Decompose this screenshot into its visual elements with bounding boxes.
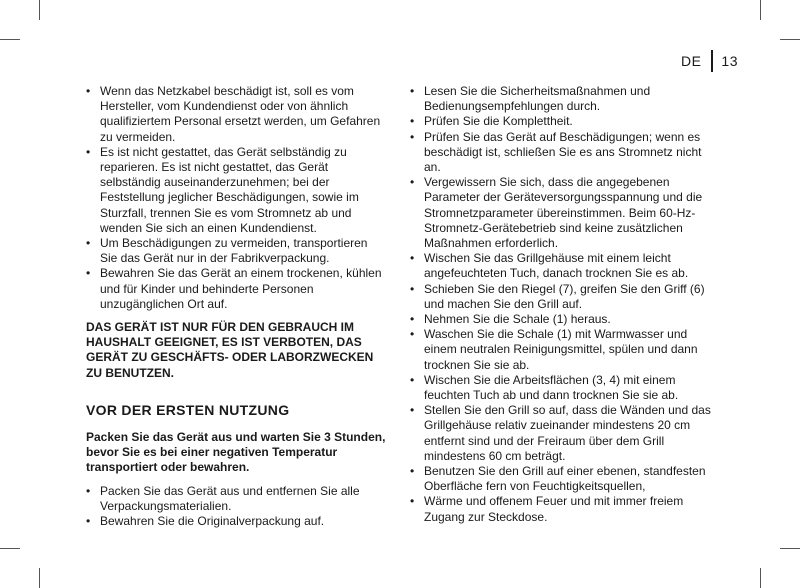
list-item: • Wischen Sie die Arbeitsflächen (3, 4) mit einem feuchten Tuch ab und dann trocknen Sie sie ab.	[410, 373, 720, 403]
language-code: DE	[680, 53, 702, 69]
list-item: • Vergewissern Sie sich, dass die angegebenen Parameter der Geräteversorgungsspannung und die Stromnetzparameter übereinstimmen. Beim 60-Hz-Stromnetz-Gerätebetrieb sind keine zusätzlichen Maßnahmen erforderlich.	[410, 175, 720, 251]
list-item: • Waschen Sie die Schale (1) mit Warmwasser und einem neutralen Reinigungsmittel, spülen und dann trocknen Sie sie ab.	[410, 327, 720, 373]
safety-list	[86, 84, 386, 312]
list-item: • Benutzen Sie den Grill auf einer ebenen, standfesten Oberfläche fern von Feuchtigkeitsquellen,	[410, 464, 720, 494]
section-intro: Packen Sie das Gerät aus und warten Sie 3 Stunden, bevor Sie es bei einer negativen Temperatur transportiert oder bewahren.	[86, 430, 386, 475]
list-item: • Nehmen Sie die Schale (1) heraus.	[410, 312, 720, 327]
unpacking-list	[86, 484, 386, 530]
right-column	[410, 84, 720, 525]
crop-mark-top-left	[39, 0, 40, 20]
list-item: • Lesen Sie die Sicherheitsmaßnahmen und Bedienungsempfehlungen durch.	[410, 84, 720, 114]
list-item: • Packen Sie das Gerät aus und entfernen Sie alle Verpackungsmaterialien.	[86, 484, 386, 514]
crop-mark-left-top	[0, 39, 20, 40]
first-use-list	[410, 84, 720, 525]
list-item: • Schieben Sie den Riegel (7), greifen Sie den Griff (6) und machen Sie den Grill auf.	[410, 282, 720, 312]
page-number: 13	[721, 53, 738, 69]
list-item: • Bewahren Sie die Originalverpackung auf.	[86, 514, 386, 529]
household-use-warning: DAS GERÄT IST NUR FÜR DEN GEBRAUCH IM HAUSHALT GEEIGNET, ES IST VERBOTEN, DAS GERÄT ZU GESCHÄFTS- ODER LABORZWECKEN ZU BENUTZEN.	[86, 320, 374, 380]
list-item: • Es ist nicht gestattet, das Gerät selbständig zu reparieren. Es ist nicht gestattet, das Gerät selbständig auseinanderzunehmen; bei der Feststellung jeglicher Beschädigungen, sowie im Sturzfall, trennen Sie es vom Stromnetz ab und wenden Sie sich an einen Kundendienst.	[86, 145, 386, 236]
left-column	[86, 84, 386, 529]
crop-mark-top-right	[760, 0, 761, 20]
list-item: • Prüfen Sie die Komplettheit.	[410, 114, 720, 129]
crop-mark-right-bottom	[780, 548, 800, 549]
crop-mark-bottom-left	[39, 568, 40, 588]
section-title: VOR DER ERSTEN NUTZUNG	[86, 401, 290, 418]
header-divider	[711, 50, 713, 72]
list-item: • Wenn das Netzkabel beschädigt ist, soll es vom Hersteller, vom Kundendienst oder von ähnlich qualifiziertem Personal ersetzt werden, um Gefahren zu vermeiden.	[86, 84, 386, 145]
page-header	[681, 50, 738, 72]
list-item: • Prüfen Sie das Gerät auf Beschädigungen; wenn es beschädigt ist, schließen Sie es ans Stromnetz nicht an.	[410, 130, 720, 176]
list-item: • Um Beschädigungen zu vermeiden, transportieren Sie das Gerät nur in der Fabrikverpackung.	[86, 236, 386, 266]
crop-mark-right-top	[780, 39, 800, 40]
list-item: • Wischen Sie das Grillgehäuse mit einem leicht angefeuchteten Tuch, danach trocknen Sie es ab.	[410, 251, 720, 281]
list-item: • Wärme und offenem Feuer und mit immer freiem Zugang zur Steckdose.	[410, 494, 720, 524]
list-item: • Stellen Sie den Grill so auf, dass die Wänden und das Grillgehäuse relativ zueinander mindestens 20 cm entfernt sind und der Freiraum über dem Grill mindestens 60 cm beträgt.	[410, 403, 720, 464]
list-item: • Bewahren Sie das Gerät an einem trockenen, kühlen und für Kinder und behinderte Personen unzugänglichen Ort auf.	[86, 266, 386, 312]
crop-mark-bottom-right	[760, 568, 761, 588]
crop-mark-left-bottom	[0, 548, 20, 549]
